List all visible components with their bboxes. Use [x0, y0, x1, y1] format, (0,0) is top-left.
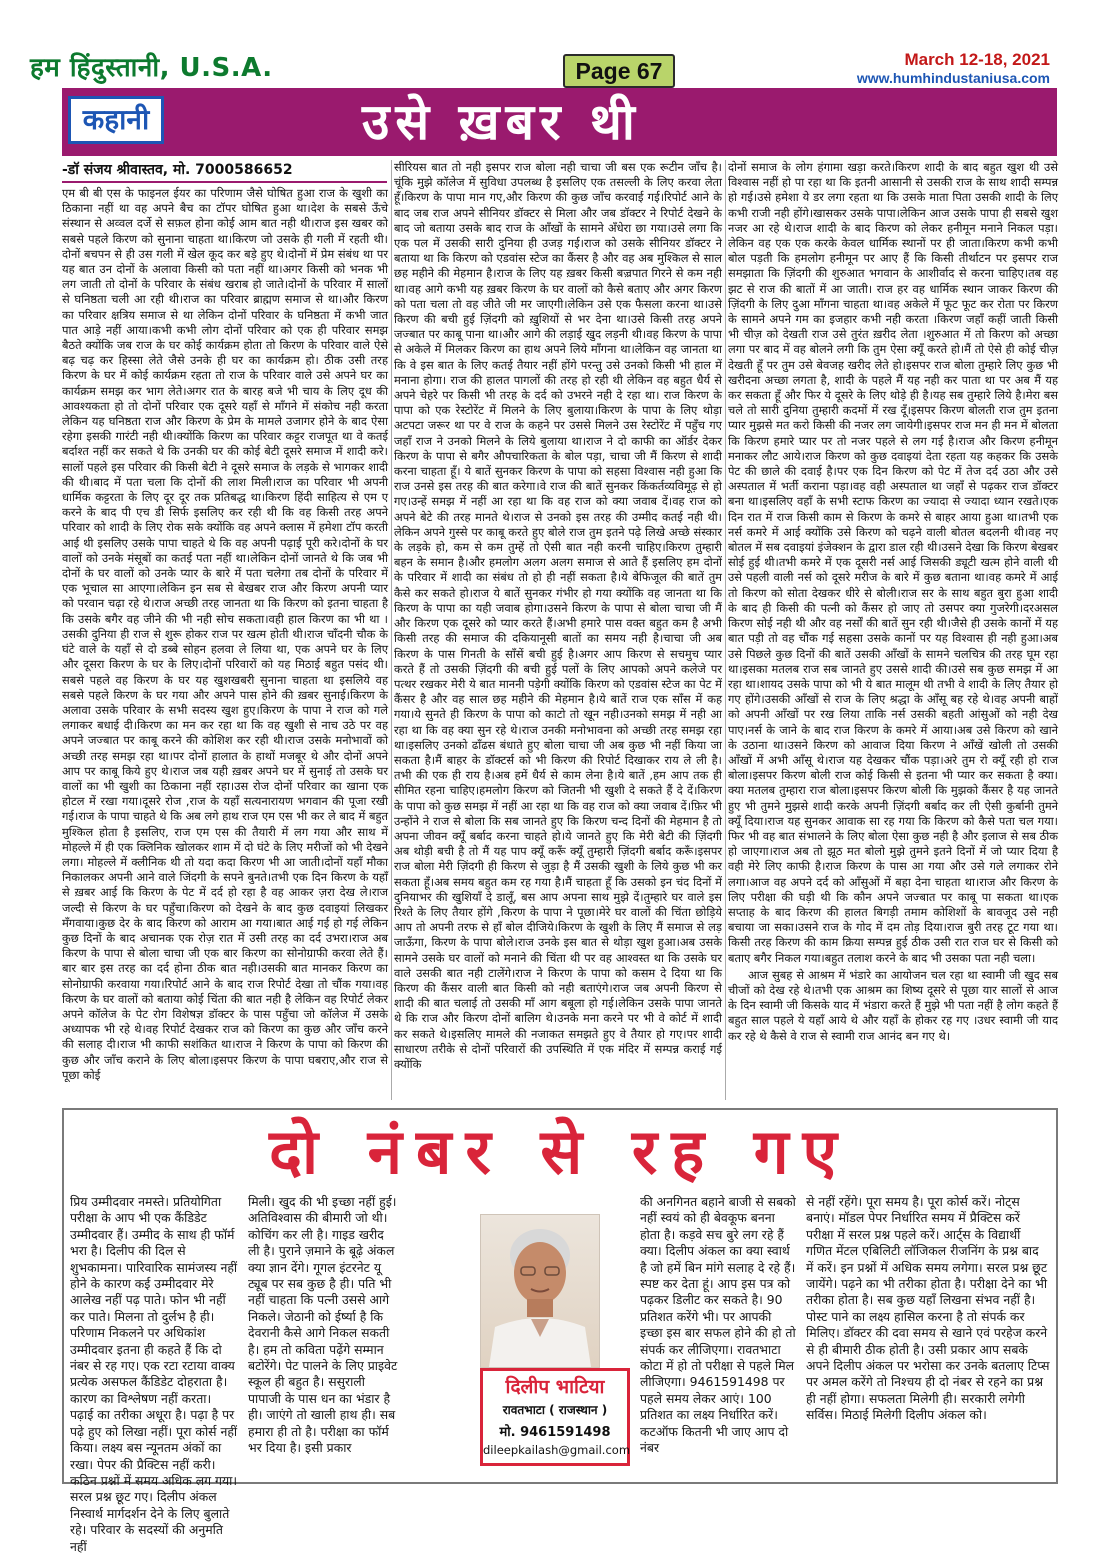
story-column-1: एम बी बी एस के फाइनल ईयर का परिणाम जैसे घोषित हुआ राज के खुशी का ठिकाना नहीं था वह अपने बैच का टॉपर घोषित हुआ था।देश के सबसे ऊँचे संस्थान से अव्वल दर्जे से सफ़ल होना कोई आम बात नही थी।राज इस खबर को सबसे पहले किरण को सुनाना चाहता था।किरण जो उसके ही गली में रहती थी।दोनों बचपन से ही उस गली में खेल कूद कर बड़े हुए थे।दोनों में प्रेम संबंध था पर यह बात उन दोनों के अलावा किसी को पता नहीं था।अगर किसी को भनक भी लग जाती तो दोनों के परिवार के संबंध खराब हो जाते।दोनों के परिवार में सालों से घनिष्ठता चली आ रही थी।राज का परिवार ब्राह्मण समाज से था।और किरण का परिवार क्षत्रिय समाज से था लेकिन दोनों परिवार के घनिष्ठता में कभी जात पात आड़े नहीं आया।कभी कभी लोग दोनों परिवार को एक ही परिवार समझ बैठते क्योंकि जब राज के घर कोई कार्यक्रम होता तो किरण के परिवार वाले ऐसे बढ़ चढ़ कर हिस्सा लेते जैसे उनके ही घर का कार्यक्रम हो। ठीक उसी तरह किरण के घर में कोई कार्यक्रम रहता तो राज के परिवार वाले उसे अपने घर का कार्यक्रम समझ कर भाग लेते।अगर रात के बारह बजे भी चाय के लिए दूध की आवश्यकता हो तो दोनों परिवार एक दूसरे यहाँ से माँगने में संकोच नही करता लेकिन यह घनिष्ठता राज और किरण के प्रेम के मामले उजागर होने के बाद ऐसा रहेगा इसकी गारंटी नही थी।क्योंकि किरण का परिवार कट्टर राजपूत था वे कतई बर्दाश्त नहीं कर सकते थे कि उनकी घर की कोई बेटी दूसरे समाज में शादी करे।सालों पहले इस परिवार की किसी बेटी ने दूसरे समाज के लड़के से भागकर शादी की थी।बाद में पता चला कि दोनों की लाश मिली।राज का परिवार भी अपनी धार्मिक कट्टरता के लिए दूर दूर तक प्रतिबद्ध था।किरण हिंदी साहित्य से एम ए करने के बाद पी एच डी सिर्फ इसलिए कर रही थी कि वह किसी तरह अपने परिवार को शादी के लिए रोक सके क्योंकि वह अपने क्लास में हमेशा टॉप करती आई थी इसलिए उसके पापा चाहते थे कि वह अपनी पढ़ाई पूरी करे।दोनों के घर वालों को उनके मंसूबों का कतई पता नहीं था।लेकिन दोनों जानते थे कि जब भी दोनों के घर वालों को उनके प्यार के बारे में पता चलेगा तब दोनों के परिवार में एक भूचाल सा आएगा।लेकिन इन सब से बेखबर राज और किरण अपनी प्यार को परवान चढ़ा रहे थे।राज अच्छी तरह जानता था कि किरण को इतना चाहता है कि उसके बगैर वह जीने की भी नही सोच सकता।वही हाल किरण का भी था ।उसकी दुनिया ही राज से शुरू होकर राज पर खत्म होती थी।राज चाँदनी चौक के घंटे वाले के यहाँ से दो डब्बे सोहन हलवा ले लिया था, एक अपने घर के लिए और दूसरा किरण के घर के लिए।दोनों परिवारों को यह मिठाई बहुत पसंद थी।सबसे पहले वह किरण के घर यह खुशखबरी सुनाना चाहता था इसलिये वह सबसे पहले किरण के घर गया और अपने पास होने की ख़बर सुनाई।किरण के अलावा उसके परिवार के सभी सदस्य खुश हुए।किरण के पापा ने राज को गले लगाकर बधाई दी।किरण का मन कर रहा था कि वह खुशी से नाच उठे पर वह अपने जज्बात पर काबू करने की कोशिश कर रही थी।राज उसके मनोभावों को अच्छी तरह समझ रहा था।पर दोनों हालात के हाथों मजबूर थे और दोनों अपने आप पर काबू किये हुए थे।राज जब यही ख़बर अपने घर में सुनाई तो उसके घर वालों का भी खुशी का ठिकाना नहीं रहा।उस रोज दोनों परिवार का खाना एक होटल में रखा गया।दूसरे रोज ,राज के यहाँ सत्यनारायण भगवान की पूजा रखी गई।राज के पापा चाहते थे कि अब लगे हाथ राज एम एस भी कर ले बाद में बहुत मुश्किल होता है इसलिए, राज एम एस की तैयारी में लग गया और साथ में मोहल्ले में ही एक क्लिनिक खोलकर शाम में दो घंटे के लिए मरीजों को भी देखने लगा। मोहल्ले में क्लीनिक थी तो यदा कदा किरण भी आ जाती।दोनों यहाँ मौका निकालकर अपनी आने वाले जिंदगी के सपने बुनते।तभी एक दिन किरण के यहाँ से ख़बर आई कि किरण के पेट में दर्द हो रहा है वह आकर ज़रा देख ले।राज जल्दी से किरण के घर पहुँचा।किरण को देखने के बाद कुछ दवाइयां लिखकर मँगवाया।कुछ देर के बाद किरण को आराम आ गया।बात आई गई हो गई लेकिन कुछ दिनों के बाद अचानक एक रोज़ रात में उसी तरह का दर्द उभरा।राज अब किरण के पापा से बोला चाचा जी एक बार किरण का सोनोग्राफी करवा लेते हैं।बार बार इस तरह का दर्द होना ठीक बात नही।उसकी बात मानकर किरण का सोनोग्राफी करवाया गया।रिपोर्ट आने के बाद राज रिपोर्ट देखा तो चौंक गया।वह किरण के घर वालों को बताया कोई चिंता की बात नही है लेकिन वह रिपोर्ट लेकर अपने कॉलेज के पेट रोग विशेषज्ञ डॉक्टर के पास पहुँचा जो कॉलेज में उसके अध्यापक भी रहे थे।वह रिपोर्ट देखकर राज को किरण का कुछ और जाँच करने की सलाह दी।राज भी काफी सशंकित था।राज ने किरण के पापा को किरण की कुछ और जाँच कराने के लिए बोला।इसपर किरण के पापा घबराए,और राज से पूछा कोई: [62, 186, 388, 1082]
author-photo: [480, 1214, 600, 1368]
issue-date: March 12-18, 2021: [904, 50, 1050, 69]
masthead: [0, 0, 1118, 84]
author-phone: मो. 9461591498: [499, 1425, 611, 1440]
feature-headline: दो नंबर से रह गए: [269, 1115, 851, 1188]
story-column-3: [728, 160, 1058, 1106]
feature-column-2: मिली। खुद की भी इच्छा नहीं हुई। अतिविश्वास की बीमारी जो थी। कोचिंग कर ली है। गाइड खरीद ली है। पुराने ज़माने के बूढ़े अंकल क्या ज्ञान देंगे। गूगल इंटरनेट यू ट्यूब पर सब कुछ है ही। पति भी नहीं चाहता कि पत्नी उससे आगे निकले। जेठानी को ईर्ष्या है कि देवरानी कैसे आगे निकल सकती है। हम तो कविता पढ़ेंगे सम्मान बटोरेंगे। पेट पालने के लिए प्राइवेट स्कूल ही बहुत है। ससुराली पापाजी के पास धन का भंडार है ही। जाएंगे तो खाली हाथ ही। सब हमारा ही तो है। परीक्षा का फॉर्म भर दिया है। इसी प्रकार: [248, 1194, 398, 1456]
section-label: कहानी: [68, 96, 164, 144]
feature-column-3: की अनगिनत बहाने बाजी से सबको नहीं स्वयं को ही बेवकूफ बनना होता है। कड़वे सच बुरे लग रहे हैं क्या। दिलीप अंकल का क्या स्वार्थ है जो हमें बिन मांगे सलाह दे रहे हैं। स्पष्ट कर देता हूं। आप इस पत्र को पढ़कर डिलीट कर सकते है। 90 प्रतिशत करेंगे भी। पर आपकी इच्छा इस बार सफल होने की हो तो संपर्क कर लीजिएगा। रावतभाटा कोटा में हो तो परीक्षा से पहले मिल लीजिएगा। 9461591498 पर पहले समय लेकर आएं। 100 प्रतिशत का लक्ष्य निर्धारित करें। कटऑफ कितनी भी जाए आप दो नंबर: [640, 1194, 796, 1456]
feature-column-4: से नहीं रहेंगे। पूरा समय है। पूरा कोर्स करें। नोट्स बनाएं। मॉडल पेपर निर्धारित समय में प्रैक्टिस करें परीक्षा में सरल प्रश्न पहले करें। आर्ट्स के विद्यार्थी गणित मेंटल एबिलिटी लॉजिकल रीजनिंग के प्रश्न बाद में करें। इन प्रश्नों में अधिक समय लगेगा। सरल प्रश्न छूट जायेंगे। पढ़ने का भी तरीका होता है। परीक्षा देने का भी तरीका होता है। सब कुछ यहाँ लिखना संभव नहीं है। पोस्ट पाने का लक्ष्य हासिल करना है तो संपर्क कर मिलिए। डॉक्टर की दवा समय से खाने एवं परहेज करने से ही बीमारी ठीक होती है। उसी प्रकार आप सबके अपने दिलीप अंकल पर भरोसा कर उनके बतलाए टिप्स पर अमल करेंगे तो निश्चय ही दो नंबर से रहने का प्रश्न ही नहीं होगा। सफलता मिलेगी ही। सरकारी लगेगी सर्विस। मिठाई मिलेगी दिलीप अंकल को।: [806, 1194, 1050, 1423]
author-email[interactable]: dileepkailash@gmail.com: [483, 1443, 631, 1457]
story-byline: -डॉ संजय श्रीवास्तव, मो. 7000586652: [62, 162, 293, 178]
story-headline: उसे ख़बर थी: [362, 93, 641, 151]
column-divider: [391, 160, 392, 1100]
newspaper-title: हम हिंदुस्तानी, U.S.A.: [30, 53, 273, 83]
author-portrait-icon: [481, 1215, 599, 1367]
byline-divider: [62, 181, 387, 183]
story-column-2: सीरियस बात तो नही इसपर राज बोला नही चाचा जी बस एक रूटीन जाँच है।चूंकि मुझे कॉलेज में सुविधा उपलब्ध है इसलिए एक तसल्ली के लिए करवा लेता हूँ।किरण के पापा मान गए,और किरण की कुछ जाँच करवाई गई।रिपोर्ट आने के बाद जब राज अपने सीनियर डॉक्टर से मिला और जब डॉक्टर ने रिपोर्ट देखने के बाद जो बताया उसके बाद राज के आँखों के सामने अँधेरा छा गया।उसे लगा कि एक पल में उसकी सारी दुनिया ही उजड़ गई।राज को उसके सीनियर डॉक्टर ने बताया था कि किरण को एडवांस स्टेज का कैंसर है और वह अब मुश्किल से साल छह महीने की मेहमान है।राज के लिए यह ख़बर किसी बज़्रपात गिरने से कम नही था।वह आगे कभी यह ख़बर किरण के घर वालों को कैसे बताए और अगर किरण को पता चला तो वह जीते जी मर जाएगी।लेकिन उसे एक फैसला करना था।उसे किरण की बची हुई ज़िंदगी को ख़ुशियों से भर देना था।उसे किसी तरह अपने जज्बात पर काबू पाना था।और आगे की लड़ाई खुद लड़नी थी।वह किरण के पापा से अकेले में मिलकर किरण का हाथ अपने लिये माँगना था।लेकिन वह जानता था कि वे इस बात के लिए कतई तैयार नहीं होंगे परन्तु उसे उनको किसी भी हाल में मनाना होगा। राज की हालत पागलों की तरह हो रही थी लेकिन वह बहुत धैर्य से अपने चेहरे पर किसी भी तरह के दर्द को उभरने नही दे रहा था। राज किरण के पापा को एक रेस्टोरेंट में मिलने के लिए बुलाया।किरण के पापा के लिए थोड़ा अटपटा जरूर था पर वे राज के कहने पर उससे मिलने उस रेस्टोरेंट में पहुँच गए जहाँ राज ने उनको मिलने के लिये बुलाया था।राज ने दो काफी का ऑर्डर देकर किरण के पापा से बगैर औपचारिकता के बोल पड़ा, चाचा जी मैं किरण से शादी करना चाहता हूँ। ये बातें सुनकर किरण के पापा को सहसा विश्वास नही हुआ कि राज उनसे इस तरह की बात करेगा।वे राज की बातें सुनकर किंकर्तव्यविमूढ़ से हो गए।उन्हें समझ में नहीं आ रहा था कि वह राज को क्या जवाब दें।वह राज को अपने बेटे की तरह मानते थे।राज से उनको इस तरह की उम्मीद कतई नही थी।लेकिन अपने गुस्से पर काबू करते हुए बोले राज तुम इतने पढ़े लिखे अच्छे संस्कार के लड़के हो, कम से कम तुम्हें तो ऐसी बात नही करनी चाहिए।किरण तुम्हारी बहन के समान है।और हमलोग अलग अलग समाज से आते हैं इसलिए हम दोनों के परिवार में शादी का संबंध तो हो ही नहीं सकता है।ये बेफिजूल की बातें तुम कैसे कर सकते हो।राज ये बातें सुनकर गंभीर हो गया क्योंकि वह जानता था कि किरण के पापा का यही जवाब होगा।उसने किरण के पापा से बोला चाचा जी मैं और किरण एक दूसरे को प्यार करते हैं।अभी हमारे पास वक्त बहुत कम है अभी किसी तरह की समाज की दकियानूसी बातों का समय नही है।चाचा जी अब किरण के पास गिनती के साँसें बची हुई है।अगर आप किरण से सचमुच प्यार करते हैं तो उसकी ज़िंदगी की बची हुई पलों के लिए आपको अपने कलेजे पर पत्थर रखकर मेरी ये बात माननी पड़ेगी क्योंकि किरण को एडवांस स्टेज का पेट में कैंसर है और वह साल छह महीने की मेहमान है।ये बातें राज एक साँस में कह गया।ये सुनते ही किरण के पापा को काटो तो खून नही।उनको समझ में नही आ रहा था कि वह क्या सुन रहे थे।राज उनकी मनोभावना को अच्छी तरह समझ रहा था।इसलिए उनको ढाँढस बंधाते हुए बोला चाचा जी अब कुछ भी नहीं किया जा सकता है।मैं बाहर के डॉक्टर्स को भी किरण की रिपोर्ट दिखाकर राय ले ली है।तभी की एक ही राय है।अब हमें धैर्य से काम लेना है।ये बातें ,हम आप तक ही सीमित रहना चाहिए।हमलोग किरण को जितनी भी खुशी दे सकते हैं दे दें।किरण के पापा को कुछ समझ में नहीं आ रहा था कि वह राज को क्या जवाब दें।फ़िर भी उन्होंने ने राज से बोला कि सब जानते हुए कि किरण चन्द दिनों की मेहमान है तो अपना जीवन क्यूँ बर्बाद करना चाहते हो।ये जानते हुए कि मेरी बेटी की ज़िंदगी अब थोड़ी बची है तो मैं यह पाप क्यूँ करूँ क्यूँ तुम्हारी ज़िंदगी बर्बाद करूँ।इसपर राज बोला मेरी ज़िंदगी ही किरण से जुड़ा है मैं उसकी खुशी के लिये कुछ भी कर सकता हूँ।अब समय बहुत कम रह गया है।मैं चाहता हूँ कि उसको इन चंद दिनों में दुनियाभर की खुशियाँ दे डालूँ, बस आप अपना साथ मुझे दें।तुम्हारे घर वाले इस रिश्ते के लिए तैयार होंगे ,किरण के पापा ने पूछा।मेरे घर वालों की चिंता छोड़िये आप तो अपनी तरफ से हाँ बोल दीजिये।किरण के खुशी के लिए मैं समाज से लड़ जाऊँगा, किरण के पापा बोले।राज उनके इस बात से थोड़ा खुश हुआ।अब उसके सामने उसके घर वालों को मनाने की चिंता थी पर वह आश्वस्त था कि उसके घर वाले उसकी बात नही टालेंगे।राज ने किरण के पापा को कसम दे दिया था कि किरण की कैंसर वाली बात किसी को नही बताएंगे।राज जब अपनी किरण से शादी की बात चलाई तो उसकी माँ आग बबूला हो गई।लेकिन उसके पापा जानते थे कि राज और किरण दोनों बालिग थे।उनके मना करने पर भी वे कोर्ट में शादी कर सकते थे।इसलिए मामले की नजाकत समझते हुए वे तैयार हो गए।पर शादी साधारण तरीके से दोनों परिवारों की उपस्थिति में एक मंदिर में सम्पन्न कराई गई क्योंकि: [394, 160, 722, 1071]
story-column-3-text: दोनों समाज के लोग हंगामा खड़ा करते।किरण शादी के बाद बहुत खुश थी उसे विश्वास नहीं हो पा रहा था कि इतनी आसानी से उसकी राज के साथ शादी सम्पन्न हो गई।उसे हमेशा ये डर लगा रहता था कि उसके माता पिता उसकी शादी के लिए कभी राजी नही होंगे।खासकर उसके पापा।लेकिन आज उसके पापा ही सबसे खुश नजर आ रहे थे।राज शादी के बाद किरण को लेकर हनीमून मनाने निकल पड़ा।लेकिन वह एक एक करके केवल धार्मिक स्थानों पर ही जाता।किरण कभी कभी बोल पड़ती कि हमलोग हनीमून पर आए हैं कि किसी तीर्थाटन पर इसपर राज समझाता कि ज़िंदगी की शुरुआत भगवान के आशीर्वाद से करना चाहिए।तब वह झट से राज की बातों में आ जाती। राज हर वह धार्मिक स्थान जाकर किरण की ज़िंदगी के लिए दुआ माँगना चाहता था।वह अकेले में फूट फूट कर रोता पर किरण के सामने अपने गम का इजहार कभी नही करता ।किरण जहाँ कहीं जाती किसी भी चीज़ को देखती राज उसे तुरंत ख़रीद लेता ।शुरुआत में तो किरण को अच्छा लगा पर बाद में वह बोलने लगी कि तुम ऐसा क्यूँ करते हो।मैं तो ऐसे ही कोई चीज़ देखती हूँ पर तुम उसे बेवजह खरीद लेते हो।इसपर राज बोला तुम्हारे लिए कुछ भी खरीदना अच्छा लगता है, शादी के पहले मैं यह नही कर पाता था पर अब मैं यह कर सकता हूँ और फिर ये दूसरे के लिए थोड़े ही है।यह सब तुम्हारे लिये है।मेरा बस चले तो सारी दुनिया तुम्हारी कदमों में रख दूँ।इसपर किरण बोलती राज तुम इतना प्यार मुझसे मत करो किसी की नजर लग जायेगी।इसपर राज मन ही मन में बोलता कि किरण हमारे प्यार पर तो नजर पहले से लग गई है।राज और किरण हनीमून मनाकर लौट आये।राज किरण को कुछ दवाइयां देता रहता यह कहकर कि उसके पेट की छाले की दवाई है।पर एक दिन किरण को पेट में तेज दर्द उठा और उसे अस्पताल में भर्ती कराना पड़ा।वह वही अस्पताल था जहाँ से पढ़कर राज डॉक्टर बना था।इसलिए वहाँ के सभी स्टाफ किरण का ज्यादा से ज्यादा ध्यान रखते।एक दिन रात में राज किसी काम से किरण के कमरे से बाहर आया हुआ था।तभी एक नर्स कमरे में आई क्योंकि उसे किरण को चढ़ने वाली बोतल बदलनी थी।वह नए बोतल में सब दवाइयां इंजेक्शन के द्वारा डाल रही थी।उसने देखा कि किरण बेखबर सोई हुई थी।तभी कमरे में एक दूसरी नर्स आई जिसकी ड्यूटी खत्म होने वाली थी उसे पहली वाली नर्स को दूसरे मरीज के बारे में कुछ बताना था।वह कमरे में आई तो किरण को सोता देखकर धीरे से बोली।राज सर के साथ बहुत बुरा हुआ शादी के बाद ही किसी की पत्नी को कैंसर हो जाए तो उसपर क्या गुजरेगी।दरअसल किरण सोई नही थी और वह नर्सों की बातें सुन रही थी।जैसे ही उसके कानों में यह बात पड़ी तो वह चौंक गई सहसा उसके कानों पर यह विश्वास ही नही हुआ।अब उसे पिछले कुछ दिनों की बातें उसकी आँखों के सामने चलचित्र की तरह घूम रहा था।इसका मतलब राज सब जानते हुए उससे शादी की।उसे सब कुछ समझ में आ रहा था।शायद उसके पापा को भी ये बात मालूम थी तभी वे शादी के लिए तैयार हो गए होंगे।उसकी आँखों से राज के लिए श्रद्धा के आँसू बह रहे थे।वह अपनी बाहों को अपनी आँखों पर रख लिया ताकि नर्स उसकी बहती आंसुओं को नही देख पाए।नर्स के जाने के बाद राज किरण के कमरे में आया।अब उसे किरण को खाने के उठाना था।उसने किरण को आवाज दिया किरण ने आँखें खोली तो उसकी आँखों में अभी आँसू थे।राज यह देखकर चौंक पड़ा।अरे तुम रो क्यूँ रही हो राज बोला।इसपर किरण बोली राज कोई किसी से इतना भी प्यार कर सकता है क्या।क्या मतलब तुम्हारा राज बोला।इसपर किरण बोली कि मुझको कैंसर है यह जानते हुए भी तुमने मुझसे शादी करके अपनी ज़िंदगी बर्बाद कर ली ऐसी कुर्बानी तुमने क्यूँ दिया।राज यह सुनकर आवाक सा रह गया कि किरण को कैसे पता चल गया।फिर भी वह बात संभालने के लिए बोला ऐसा कुछ नही है और इलाज से सब ठीक हो जाएगा।राज अब तो झूठ मत बोलो मुझे तुमने इतने दिनों में जो प्यार दिया है वही मेरे लिए काफी है।राज किरण के पास आ गया और उसे गले लगाकर रोने लगा।आज वह अपने दर्द को आँसुओं में बहा देना चाहता था।राज और किरण के लिए परीक्षा की घड़ी थी कि कौन अपने जज्बात पर काबू पा सकता था।एक सप्ताह के बाद किरण की हालत बिगड़ी तमाम कोशिशों के बावजूद उसे नही बचाया जा सका।उसने राज के गोद में दम तोड़ दिया।राज बुरी तरह टूट गया था।किसी तरह किरण की काम क्रिया सम्पन्न हुई ठीक उसी रात राज घर से किसी को बताए बगैर निकल गया।बहुत तलाश करने के बाद भी उसका पता नही चला।: [728, 160, 1058, 965]
author-location: रावतभाटा ( राजस्थान ): [502, 1403, 608, 1417]
website-link[interactable]: www.humhindustaniusa.com: [856, 70, 1050, 86]
story-headline-band: [62, 88, 1057, 156]
author-card: [402, 1214, 636, 1476]
feature-article-box: [62, 1108, 1058, 1554]
feature-column-1: प्रिय उम्मीदवार नमस्ते। प्रतियोगिता परीक्षा के आप भी एक कैंडिडेट उम्मीदवार हैं। उम्मीद के साथ ही फॉर्म भरा है। दिलीप की दिल से शुभकामना। पारिवारिक सामंजस्य नहीं होने के कारण कई उम्मीदवार मेरे आलेख नहीं पढ़ पाते। फोन भी नहीं कर पाते। मिलना तो दुर्लभ है ही। परिणाम निकलने पर अधिकांश उम्मीदवार इतना ही कहते हैं कि दो नंबर से रह गए। एक रटा रटाया वाक्य प्रत्येक असफल कैंडिडेट दोहराता है। कारण का विश्लेषण नहीं करता। पढ़ाई का तरीका अधूरा है। पढ़ा है पर पढ़े हुए को लिखा नहीं। पूरा कोर्स नहीं किया। लक्ष्य बस न्यूनतम अंकों का रखा। पेपर की प्रैक्टिस नहीं करी। कठिन प्रश्नों में समय अधिक लग गया। सरल प्रश्न छूट गए। दिलीप अंकल निस्वार्थ मार्गदर्शन देने के लिए बुलाते रहे। परिवार के सदस्यों की अनुमति नहीं: [70, 1194, 238, 1554]
column-divider: [725, 160, 726, 1100]
page-number-badge: Page 67: [563, 54, 675, 88]
author-name: दिलीप भाटिया: [505, 1376, 605, 1398]
story-ending-paragraph: आज सुबह से आश्रम में भंडारे का आयोजन चल रहा था स्वामी जी खुद सब चीजों को देख रहे थे।तभी एक आश्रम का शिष्य दूसरे से पूछा यार सालों से आज के दिन स्वामी जी किसके याद में भंडारा करते हैं मुझे भी पता नहीं है लोग कहते हैं बहुत साल पहले ये यहाँ आये थे और यहाँ के होकर रह गए ।उधर स्वामी जी याद कर रहे थे कैसे वे राज से स्वामी राज आनंद बन गए थे।: [728, 967, 1058, 1043]
author-details: [480, 1368, 630, 1466]
